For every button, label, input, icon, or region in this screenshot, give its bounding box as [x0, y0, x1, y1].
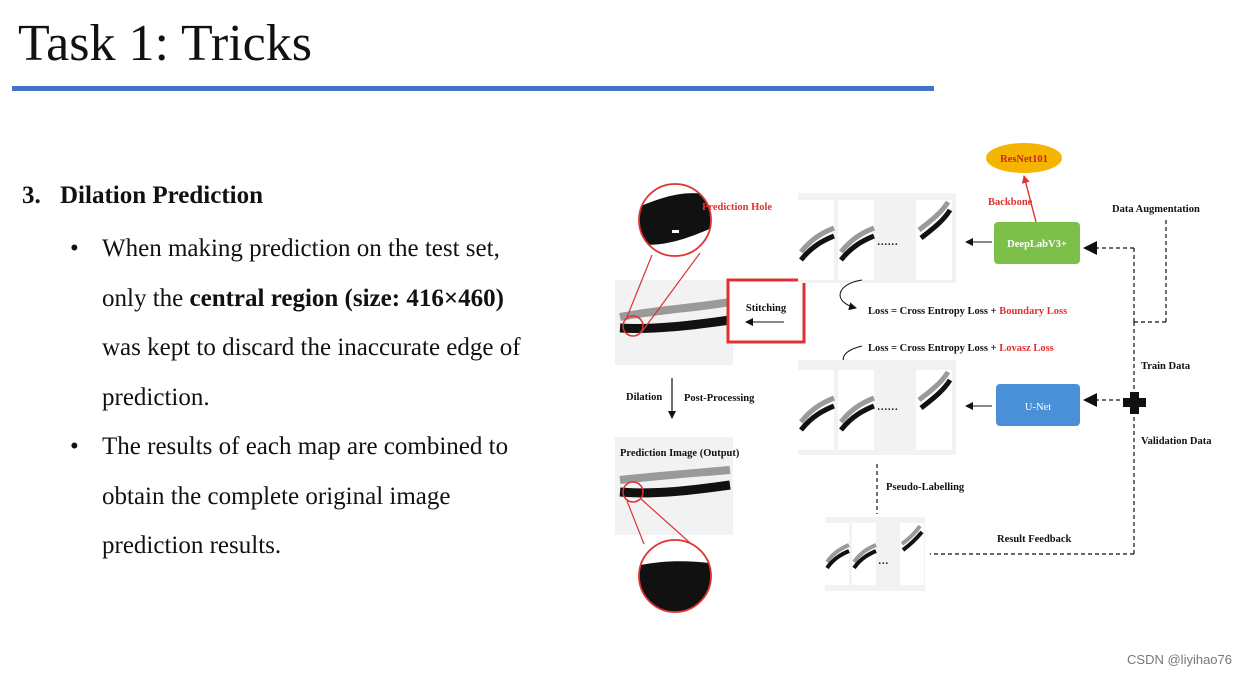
bullet-line	[102, 323, 590, 373]
bullet-text: The results of each map are combined to	[102, 433, 509, 460]
bullet-line	[102, 422, 590, 472]
bullet-text: only the	[102, 284, 190, 312]
section-title: Dilation Prediction	[60, 182, 264, 209]
bullet-list	[70, 224, 590, 571]
train-data-label: Train Data	[1141, 361, 1191, 372]
resnet-label: ResNet101	[1000, 154, 1048, 165]
bullet-dot: •	[70, 433, 79, 460]
stitching-label: Stitching	[745, 303, 787, 314]
lovasz-loss-text: Loss = Cross Entropy Loss + Lovasz Loss	[868, 343, 1054, 354]
top-stack-ellipsis: ……	[877, 237, 898, 248]
pseudo-labelling-label: Pseudo-Labelling	[886, 482, 965, 493]
deeplab-label: DeepLabV3+	[1007, 239, 1067, 250]
bullet-text: obtain the complete original image	[102, 482, 451, 510]
bullet-item	[70, 422, 590, 571]
bullet-text: When making prediction on the test set,	[102, 235, 500, 262]
slide-title: Task 1: Tricks	[18, 15, 312, 72]
section-heading	[22, 182, 263, 210]
bullet-item	[70, 224, 590, 422]
validation-data-label: Validation Data	[1141, 436, 1212, 447]
prediction-output-label: Prediction Image (Output)	[620, 448, 740, 459]
bullet-line	[102, 224, 590, 274]
title-underline	[12, 86, 934, 91]
bullet-line	[102, 472, 590, 522]
prediction-hole-label: Prediction Hole	[702, 202, 773, 213]
dilation-label: Dilation	[626, 392, 663, 403]
bullet-text: prediction results.	[102, 532, 282, 559]
bullet-text: was kept to discard the inaccurate edge of	[102, 334, 521, 361]
bullet-bold-text: central region (size: 416×460)	[189, 284, 504, 312]
pipeline-diagram	[600, 130, 1240, 670]
bottom-stack-ellipsis: …	[878, 556, 889, 567]
watermark: CSDN @liyihao76	[1127, 652, 1232, 667]
post-processing-label: Post-Processing	[684, 393, 755, 404]
bullet-line	[102, 373, 590, 423]
boundary-loss-text: Loss = Cross Entropy Loss + Boundary Loss	[868, 306, 1068, 317]
data-augmentation-label: Data Augmentation	[1112, 204, 1200, 215]
middle-stack-ellipsis: ……	[877, 402, 898, 413]
backbone-label: Backbone	[988, 197, 1033, 208]
unet-label: U-Net	[1024, 402, 1052, 413]
bullet-dot: •	[70, 235, 79, 262]
bullet-line	[102, 521, 590, 571]
bullet-text: prediction.	[102, 383, 210, 411]
section-number: 3.	[22, 182, 41, 209]
bullet-line	[102, 274, 590, 324]
result-feedback-label: Result Feedback	[997, 534, 1072, 545]
